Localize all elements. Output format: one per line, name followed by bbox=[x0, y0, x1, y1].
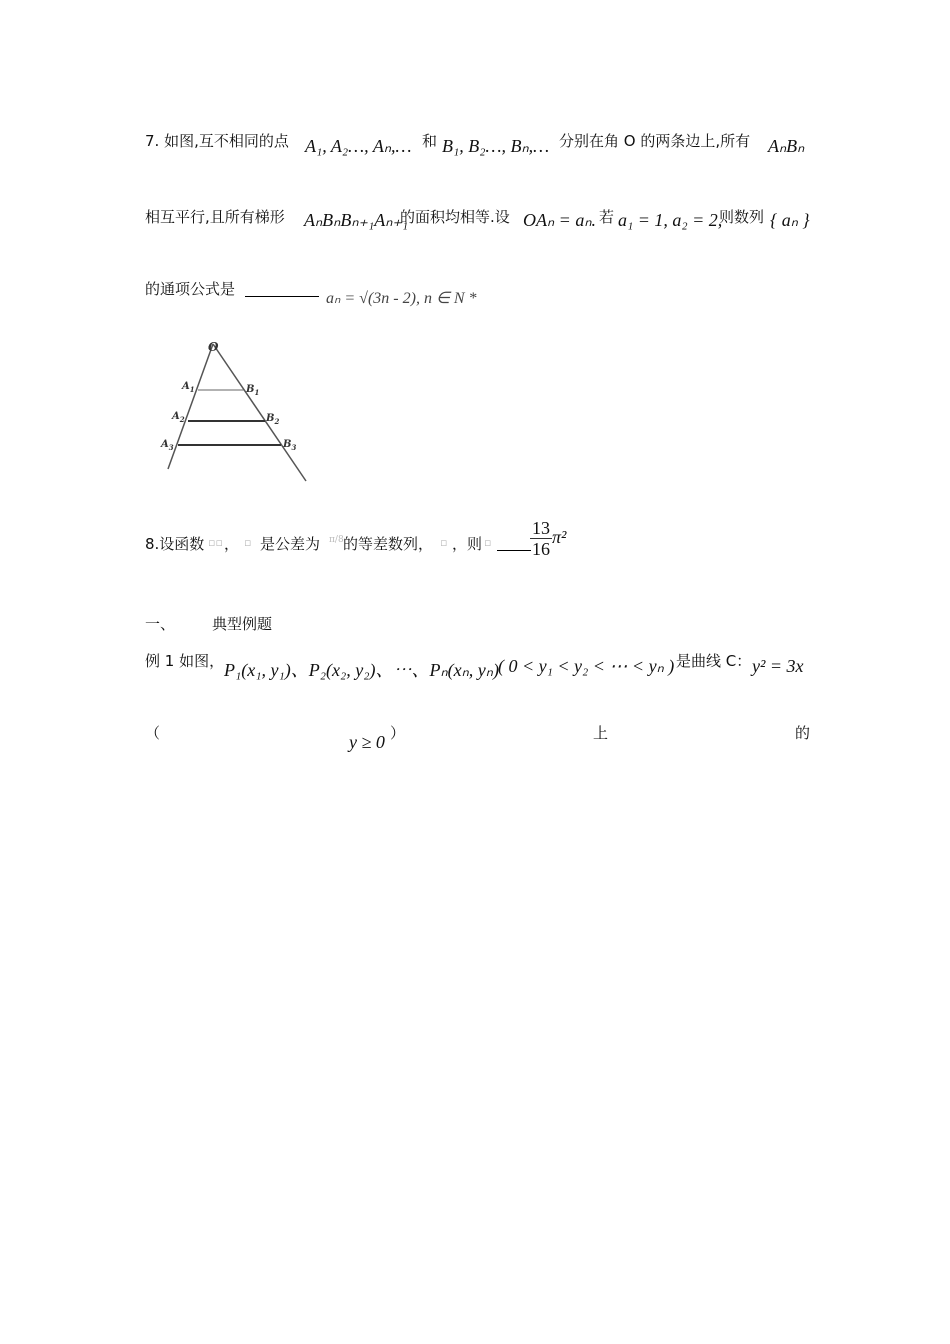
figure-label-b2: $B_2$ bbox=[266, 413, 280, 426]
q8-comma: ， bbox=[224, 535, 240, 553]
figure-label-b3: $B_3$ bbox=[283, 439, 297, 452]
figure-label-a2: $A_2$ bbox=[172, 411, 185, 424]
q8-comma2: ，则 bbox=[452, 535, 483, 553]
figure-left-side bbox=[168, 344, 213, 469]
q7-line2-mid: 的面积均相等.设 bbox=[400, 208, 510, 226]
q7-trapezoid: AₙBₙBₙ₊₁Aₙ₊₁ bbox=[304, 210, 409, 230]
q8-mid: 是公差为 bbox=[260, 535, 321, 553]
q7-oan: OAₙ = aₙ. bbox=[523, 210, 596, 230]
q8-mid2: 的等差数列， bbox=[343, 535, 434, 553]
q8-answer-blank bbox=[497, 534, 531, 553]
q7-answer-blank bbox=[245, 280, 319, 299]
q8-answer-denominator: 16 bbox=[532, 539, 550, 559]
q8-seq-placeholder: ▫ bbox=[244, 536, 252, 549]
figure-label-a3: $A_3$ bbox=[161, 439, 174, 452]
trapezoid-figure bbox=[150, 335, 320, 485]
q7-ze-shulie: 则数列 bbox=[719, 208, 765, 226]
q7-ruo: 若 bbox=[599, 208, 615, 226]
figure-label-b1: $B_1$ bbox=[246, 384, 260, 397]
example1-curve-eq: y² = 3x bbox=[752, 656, 804, 676]
q8-function-placeholder: ▫▫ bbox=[208, 536, 223, 549]
q7-a-points: A₁, A₂…, Aₙ,… bbox=[305, 136, 412, 156]
example1-paren-close: ） bbox=[390, 724, 406, 742]
example1-de: 的 bbox=[795, 724, 811, 742]
figure-label-o: O bbox=[208, 340, 219, 354]
q7-init: a₁ = 1, a₂ = 2, bbox=[618, 210, 723, 230]
q8-expr-placeholder: ▫ bbox=[484, 536, 492, 549]
example1-prefix: 例 1 如图， bbox=[145, 652, 225, 670]
figure-right-side bbox=[213, 344, 306, 481]
example1-shang: 上 bbox=[593, 724, 609, 742]
q8-prefix: 8.设函数 bbox=[145, 535, 205, 553]
q7-and: 和 bbox=[422, 132, 438, 150]
example1-paren-open: （ bbox=[145, 724, 161, 742]
example1-curve-text: 是曲线 C： bbox=[676, 652, 752, 670]
q7-seq: { aₙ } bbox=[770, 210, 810, 230]
q8-answer-tail: π² bbox=[552, 527, 567, 547]
q7-anbn: AₙBₙ bbox=[768, 136, 805, 156]
q7-answer: aₙ = √(3n - 2), n ∈ N * bbox=[326, 290, 477, 307]
example1-y-condition: y ≥ 0 bbox=[349, 732, 385, 752]
figure-label-a1: $A_1$ bbox=[182, 381, 195, 394]
q7-line1-mid: 分别在角 O 的两条边上,所有 bbox=[559, 132, 751, 150]
example1-condition: ( 0 < y₁ < y₂ < ⋯ < yₙ ) bbox=[498, 656, 675, 676]
section-title: 典型例题 bbox=[212, 615, 273, 633]
q8-answer-numerator: 13 bbox=[532, 518, 550, 538]
q7-b-points: B₁, B₂…, Bₙ,… bbox=[442, 136, 550, 156]
q7-line2-prefix: 相互平行,且所有梯形 bbox=[145, 208, 285, 226]
q7-line1-prefix: 7. 如图,互不相同的点 bbox=[145, 132, 289, 150]
q8-pi-over: π/8 bbox=[329, 535, 344, 545]
q7-line3-prefix: 的通项公式是 bbox=[145, 280, 236, 298]
q8-answer bbox=[530, 518, 566, 559]
example1-points: P₁(x₁, y₁)、P₂(x₂, y₂)、⋯、Pₙ(xₙ, yₙ) bbox=[224, 660, 499, 680]
q8-cond-placeholder: ▫ bbox=[440, 536, 448, 549]
section-index: 一、 bbox=[145, 615, 176, 633]
